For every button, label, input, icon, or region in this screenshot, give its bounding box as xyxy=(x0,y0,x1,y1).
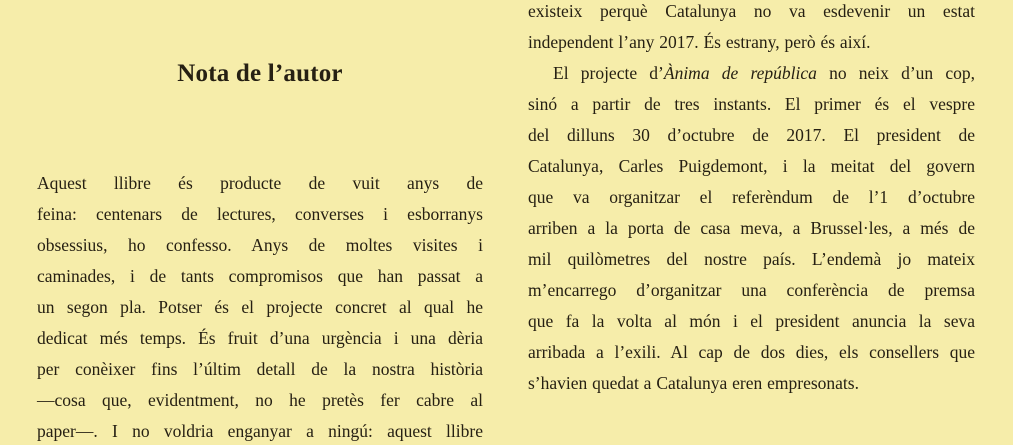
text-line: mil quilòmetres del nostre país. L’endemà jo mateix xyxy=(528,249,975,269)
text-line: que fa la volta al món i el president anuncia la seva xyxy=(528,311,975,331)
text-line: arriben a la porta de casa meva, a Brussel·les, a més de xyxy=(528,218,975,238)
left-column-text xyxy=(37,168,483,445)
text-line: El projecte d’Ànima de república no neix d’un cop, xyxy=(553,63,975,83)
text-line: sinó a partir de tres instants. El primer és el vespre xyxy=(528,94,975,114)
text-line: m’encarrego d’organitzar una conferència de premsa xyxy=(528,280,975,300)
text-line: existeix perquè Catalunya no va esdevenir un estat xyxy=(528,1,975,21)
italic-book-title: Ànima de república xyxy=(663,63,817,83)
text-line: Catalunya, Carles Puigdemont, i la meitat del govern xyxy=(528,156,975,176)
text-line: —cosa que, evidentment, no he pretès fer cabre al xyxy=(37,390,483,410)
text-line: per conèixer fins l’últim detall de la nostra història xyxy=(37,359,483,379)
right-page-column xyxy=(528,0,975,445)
text-line: s’havien quedat a Catalunya eren empresonats. xyxy=(528,373,859,393)
text-line: obsessius, ho confesso. Anys de moltes visites i xyxy=(37,235,483,255)
text-line: un segon pla. Potser és el projecte concret al qual he xyxy=(37,297,483,317)
text-line: arribada a l’exili. Al cap de dos dies, els consellers que xyxy=(528,342,975,362)
text-line: caminades, i de tants compromisos que han passat a xyxy=(37,266,483,286)
text-line: paper—. I no voldria enganyar a ningú: aquest llibre xyxy=(37,421,483,441)
left-page-column xyxy=(37,0,483,445)
chapter-title: Nota de l’autor xyxy=(177,60,343,87)
text-line: independent l’any 2017. És estrany, però és així. xyxy=(528,32,871,52)
text-line: que va organitzar el referèndum de l’1 d’octubre xyxy=(528,187,975,207)
right-column-text xyxy=(528,0,975,399)
text-line: del dilluns 30 d’octubre de 2017. El president de xyxy=(528,125,975,145)
text-line: Aquest llibre és producte de vuit anys de xyxy=(37,173,483,193)
text-line: feina: centenars de lectures, converses i esborranys xyxy=(37,204,483,224)
text-line: dedicat més temps. És fruit d’una urgència i una dèria xyxy=(37,328,483,348)
